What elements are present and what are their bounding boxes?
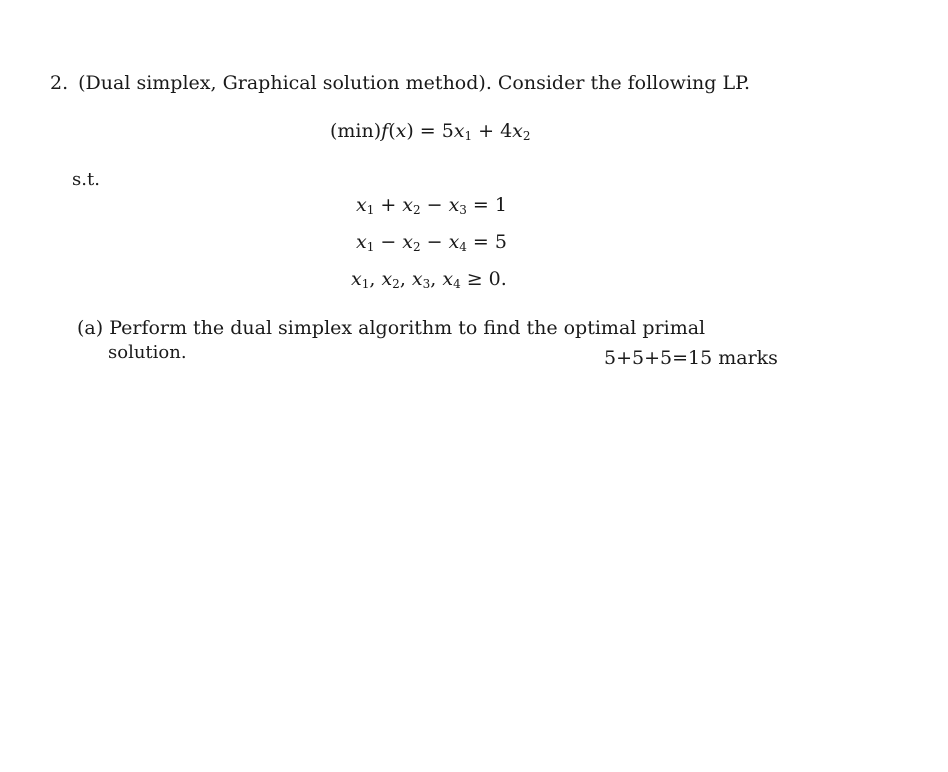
marks-label: 5+5+5=15 marks — [604, 347, 778, 369]
part-a-line-2: solution. — [108, 342, 187, 363]
question-heading — [50, 72, 750, 94]
question-heading-text: (Dual simplex, Graphical solution method). Consider the following LP. — [78, 72, 751, 94]
constraint-1: $x_1 + x_2 - x_3 = 1$ — [356, 194, 507, 217]
objective-function: $(\min)f(x) = 5x_1 + 4x_2$ — [330, 120, 531, 143]
subject-to-label: s.t. — [72, 169, 100, 190]
nonnegativity-constraint: $x_1$, $x_2$, $x_3$, $x_4 \ge 0$. — [351, 268, 507, 291]
constraint-2: $x_1 - x_2 - x_4 = 5$ — [356, 231, 507, 254]
question-number: 2. — [50, 72, 69, 94]
part-a-line-1: (a) Perform the dual simplex algorithm to find the optimal primal — [77, 317, 706, 339]
